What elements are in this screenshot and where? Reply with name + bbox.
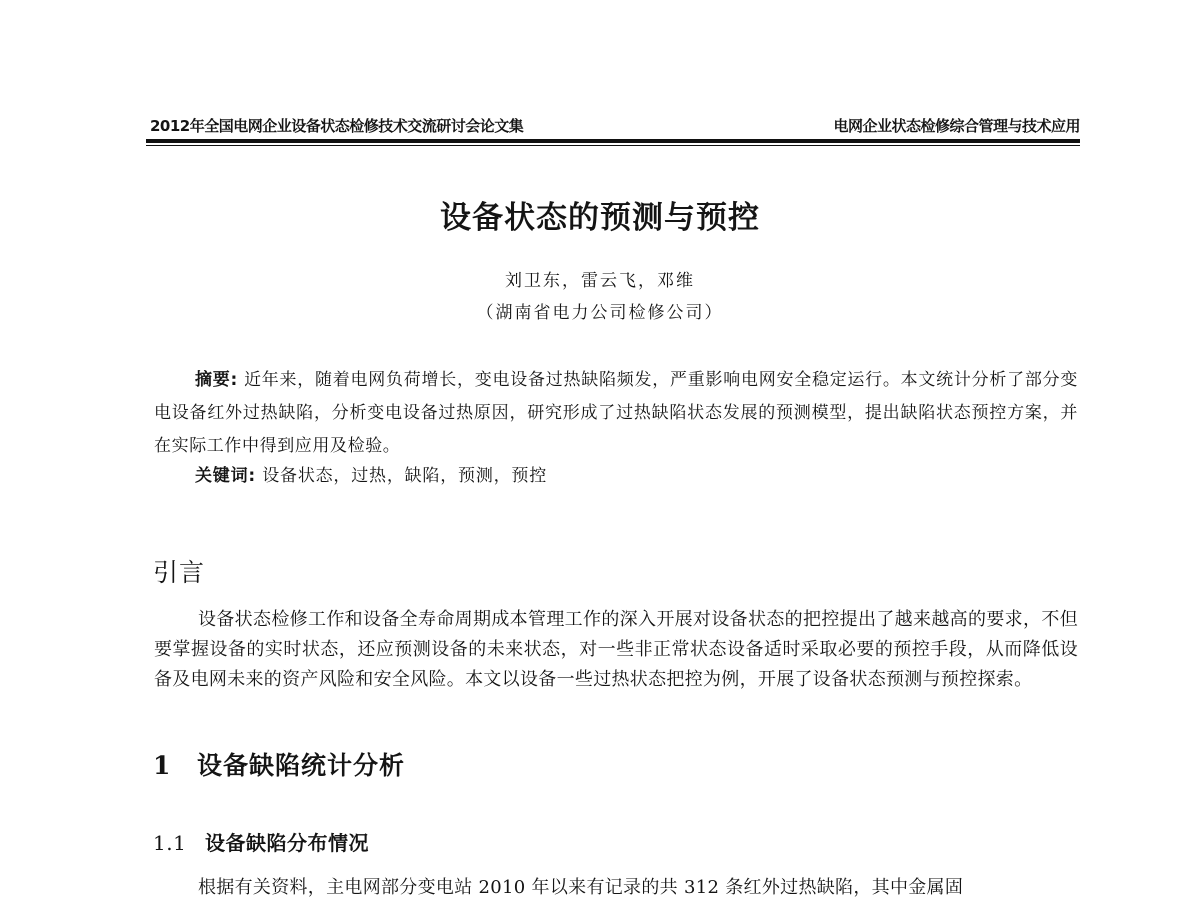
section-1-1-number: 1.1 xyxy=(153,831,187,855)
section-1-1-paragraph: 根据有关资料，主电网部分变电站 2010 年以来有记录的共 312 条红外过热缺陷，其中金属固 xyxy=(198,877,964,898)
section-1-number: 1 xyxy=(153,751,172,780)
paper-title: 设备状态的预测与预控 xyxy=(440,200,760,236)
paper-affiliation: （湖南省电力公司检修公司） xyxy=(476,303,724,323)
keywords xyxy=(195,461,547,486)
section-1-title: 设备缺陷统计分析 xyxy=(197,751,406,780)
header-proceedings-title: 2012年全国电网企业设备状态检修技术交流研讨会论文集 xyxy=(150,117,524,135)
abstract-text: 近年来，随着电网负荷增长，变电设备过热缺陷频发，严重影响电网安全稳定运行。本文统计分析了部分变电设备红外过热缺陷，分析变电设备过热原因，研究形成了过热缺陷状态发展的预测模型，提出缺陷状态预控方案，并在实际工作中得到应用及检验。 xyxy=(154,370,1078,456)
running-header xyxy=(150,112,1080,136)
header-rule-thick xyxy=(146,139,1080,143)
keywords-text: 设备状态，过热，缺陷，预测，预控 xyxy=(262,466,548,486)
section-heading-intro: 引言 xyxy=(153,558,206,587)
header-section-title: 电网企业状态检修综合管理与技术应用 xyxy=(833,117,1080,135)
intro-paragraph: 设备状态检修工作和设备全寿命周期成本管理工作的深入开展对设备状态的把控提出了越来越高的要求，不但要掌握设备的实时状态，还应预测设备的未来状态，对一些非正常状态设备适时采取必要的预控手段，从而降低设备及电网未来的资产风险和安全风险。本文以设备一些过热状态把控为例，开展了设备状态预测与预控探索。 xyxy=(154,609,1078,690)
section-heading-1-1 xyxy=(153,827,369,856)
paper-authors: 刘卫东，雷云飞，邓维 xyxy=(505,271,695,291)
section-heading-1 xyxy=(153,746,405,782)
keywords-label: 关键词: xyxy=(195,466,256,486)
section-1-1-title: 设备缺陷分布情况 xyxy=(205,831,369,855)
header-rule-thin xyxy=(146,145,1080,146)
abstract xyxy=(154,364,1078,463)
abstract-label: 摘要: xyxy=(195,370,238,390)
